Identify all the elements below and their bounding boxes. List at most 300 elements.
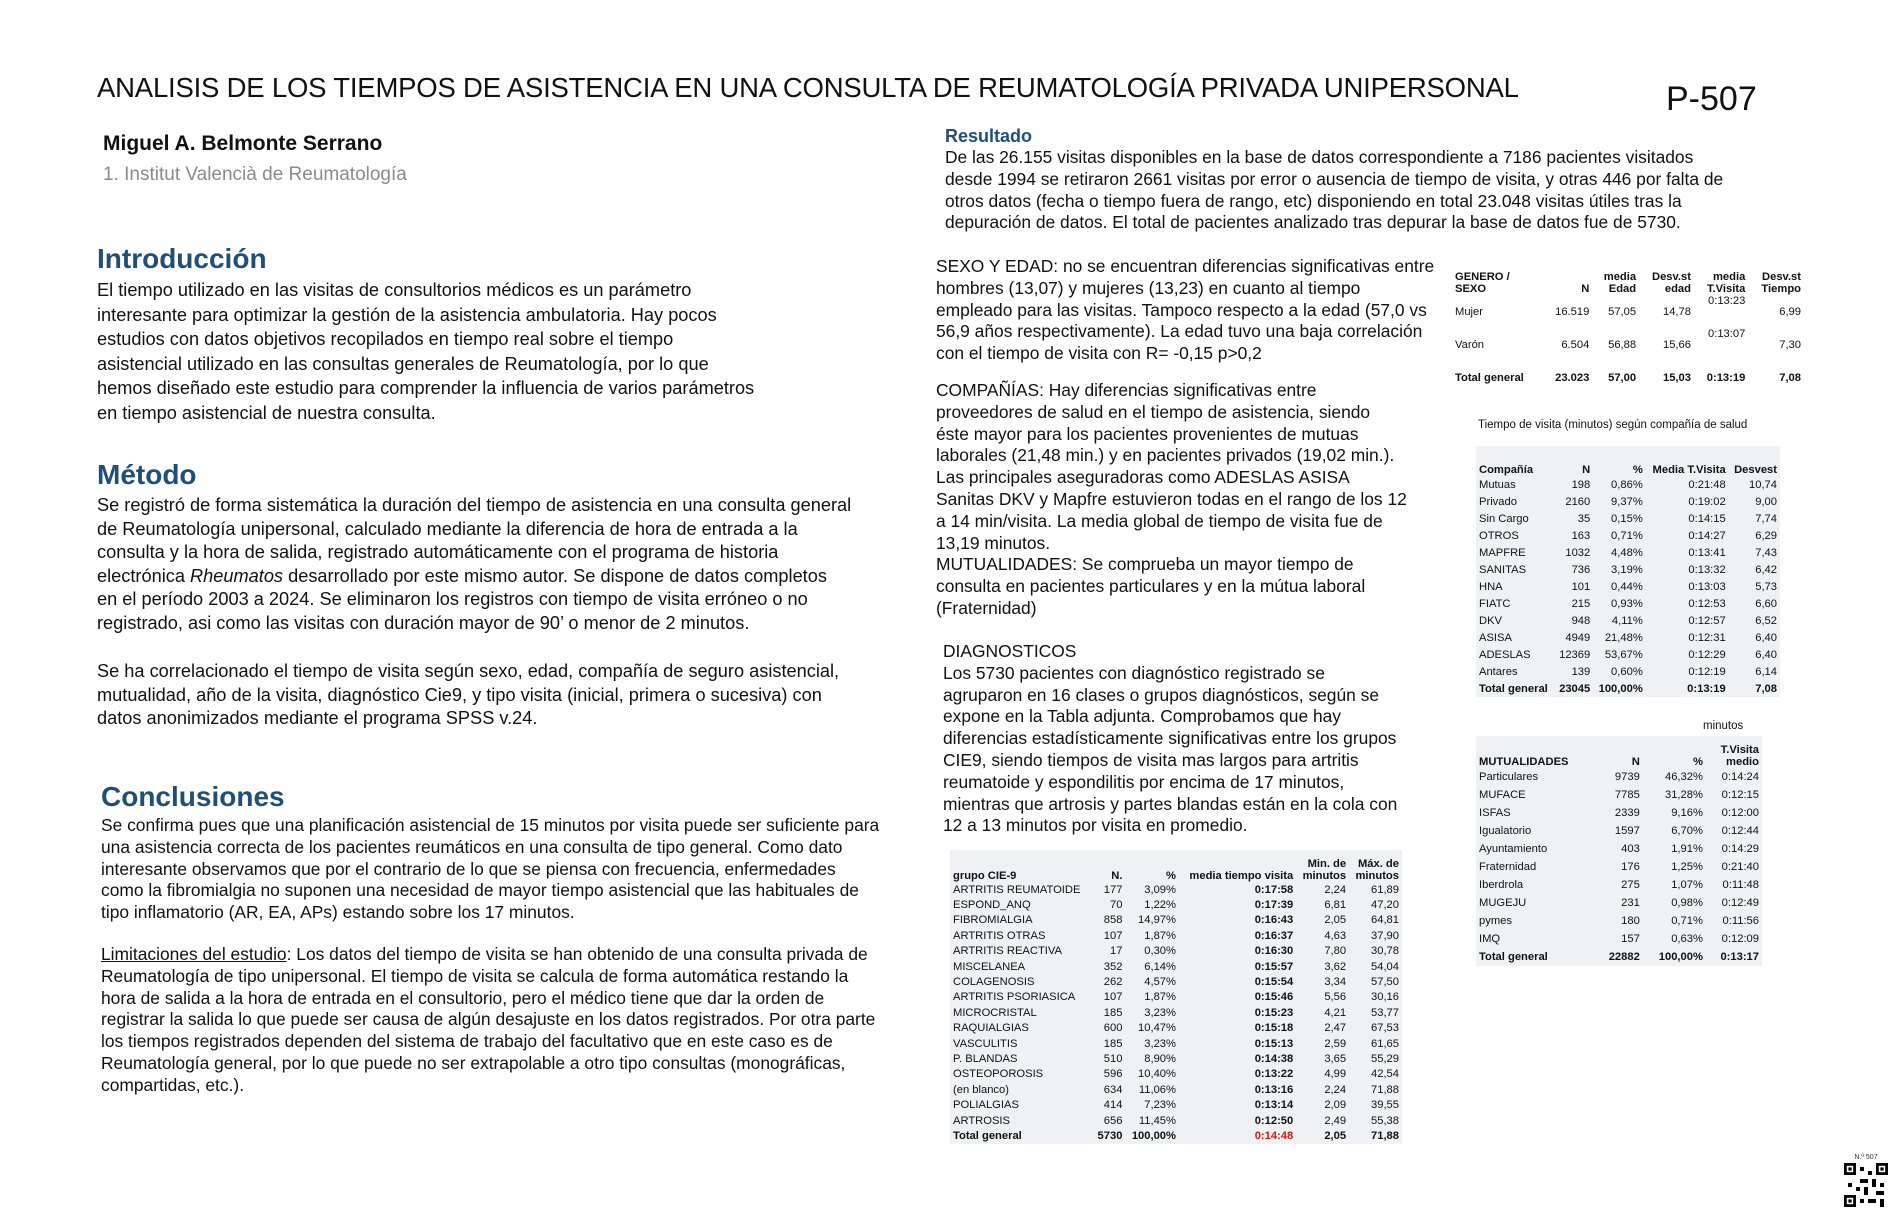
- table-cell: 9,16%: [1671, 807, 1703, 819]
- table-cell: 0:16:43: [1254, 914, 1294, 927]
- table-cell: 0,44%: [1611, 580, 1643, 593]
- table-cell: 30,16: [1371, 991, 1399, 1004]
- table-cell: 0,71%: [1671, 915, 1703, 927]
- table-cell: 0:14:27: [1688, 529, 1726, 542]
- table-total-cell: 0:13:19: [1687, 682, 1726, 695]
- table-cell: 0:12:57: [1688, 614, 1726, 627]
- table-cell: ARTROSIS: [953, 1114, 1010, 1127]
- table-row: [1476, 646, 1780, 663]
- table-cell: 0:15:13: [1254, 1037, 1294, 1050]
- table-cell: 634: [1103, 1083, 1123, 1096]
- table-cell: OTROS: [1479, 529, 1519, 542]
- table-cell: 6,14: [1755, 665, 1777, 678]
- table-total-cell: 100,00%: [1131, 1129, 1176, 1142]
- table-cell: 55,29: [1371, 1052, 1399, 1065]
- table-cell: 61,65: [1371, 1037, 1399, 1050]
- table-cell: 6,40: [1755, 631, 1777, 644]
- table-total-cell: Total general: [953, 1129, 1022, 1142]
- table-cell: 0:13:22: [1254, 1068, 1294, 1081]
- table-cell: 39,55: [1371, 1099, 1399, 1112]
- table-cell: 61,89: [1371, 883, 1399, 896]
- limitaciones-text: [101, 944, 931, 1097]
- table-cell: 0,63%: [1671, 933, 1703, 945]
- table-cell: 0:15:18: [1254, 1022, 1294, 1035]
- table-total-cell: 100,00%: [1658, 951, 1703, 963]
- table-cell: 1,87%: [1144, 929, 1176, 942]
- column-header: T.Visita medio: [1720, 744, 1759, 768]
- table-total-cell: 57,00: [1608, 371, 1637, 384]
- table-cell: 0:12:50: [1254, 1114, 1294, 1127]
- tabla-mutualidades: [1476, 736, 1762, 966]
- table-cell: 0:14:15: [1688, 512, 1726, 525]
- table-cell: 11,06%: [1138, 1083, 1176, 1096]
- table-cell: 35: [1577, 512, 1591, 525]
- table-cell: 3,34: [1324, 976, 1347, 989]
- table-cell: 0:11:56: [1722, 915, 1759, 927]
- introduccion-heading: Introducción: [97, 243, 267, 274]
- table-cell: 0,71%: [1611, 529, 1643, 542]
- table-cell: 0,86%: [1611, 478, 1643, 491]
- column-header: N.: [1111, 870, 1123, 882]
- table-total-cell: 7,08: [1755, 682, 1777, 695]
- metodo-text-b: desarrollado por este mismo autor. Se dispone de datos completos en el período 2003 a 2024. Se eliminaron los registros con tiempo de visita erróneo o no registrado, asi como las visitas con duración mayor de 90’ o menor de 2 minutos.: [97, 565, 827, 633]
- tabla-mutualidades-unit: minutos: [1703, 720, 1744, 732]
- column-header: Desv.st Tiempo: [1761, 271, 1801, 295]
- table-cell: Sin Cargo: [1479, 512, 1529, 525]
- column-header: grupo CIE-9: [953, 870, 1017, 882]
- table-cell: 0:14:38: [1254, 1052, 1294, 1065]
- table-cell: 6,14%: [1144, 960, 1176, 973]
- table-cell: 0:15:54: [1254, 976, 1294, 989]
- table-cell: 180: [1621, 915, 1640, 927]
- table-cell: 7785: [1614, 789, 1640, 801]
- table-cell: 70: [1109, 899, 1123, 912]
- table-cell: 1597: [1614, 825, 1640, 837]
- table-cell: 2,24: [1324, 1083, 1347, 1096]
- qr-icon: [1844, 1163, 1888, 1207]
- table-cell: 3,19%: [1611, 563, 1643, 576]
- column-header: %: [1632, 464, 1643, 476]
- table-cell: HNA: [1479, 580, 1503, 593]
- table-cell: 57,05: [1608, 305, 1637, 318]
- table-row: [950, 990, 1402, 1005]
- table-cell: DKV: [1479, 614, 1503, 627]
- metodo-text-c: Se ha correlacionado el tiempo de visita según sexo, edad, compañía de seguro asistencial, mutualidad, año de la visita, diagnóstico Cie9, y tipo visita (inicial, primera o sucesiva) con datos anonimizados mediante el programa SPSS v.24.: [97, 661, 840, 729]
- table-cell: 17: [1109, 945, 1123, 958]
- table-cell: 55,38: [1371, 1114, 1399, 1127]
- table-header-row: [950, 850, 1402, 882]
- introduccion-text: El tiempo utilizado en las visitas de consultorios médicos es un parámetro interesante para optimizar la gestión de la asistencia ambulatoria. Hay pocos estudios con datos objetivos recopilados en tiempo real sobre el tiempo asistencial utilizado en las consultas generales de Reumatología, por lo que hemos diseñado este estudio para comprender la influencia de varios parámetros en tiempo asistencial de nuestra consulta.: [97, 280, 755, 423]
- table-cell: P. BLANDAS: [953, 1052, 1018, 1065]
- table-cell: 0:13:23: [1708, 295, 1746, 307]
- table-total-cell: 0:14:48: [1254, 1129, 1294, 1142]
- table-row: [1476, 804, 1762, 822]
- table-cell: FIATC: [1479, 597, 1511, 610]
- table-cell: 6,60: [1755, 597, 1777, 610]
- table-row: [1476, 476, 1780, 493]
- table-cell: 0:21:40: [1721, 861, 1759, 873]
- table-cell: (en blanco): [953, 1083, 1009, 1096]
- resultado-text: De las 26.155 visitas disponibles en la base de datos correspondiente a 7186 pacientes visitados desde 1994 se retiraron 2661 visitas por error o ausencia de tiempo de visita, y otras 446 por falta de otros datos (fecha o tiempo fuera de rango, etc) disponiendo en total 23.048 visitas útiles tras la depuración de datos. El total de pacientes analizado tras depurar la base de datos fue de 5730.: [945, 147, 1724, 233]
- table-total-cell: Total general: [1455, 371, 1524, 384]
- table-cell: 185: [1103, 1037, 1123, 1050]
- table-cell: 14,78: [1662, 305, 1691, 318]
- table-row: [950, 1097, 1402, 1112]
- table-header-row: [1452, 261, 1804, 295]
- table-row: [950, 1021, 1402, 1036]
- diagnosticos-text: DIAGNOSTICOS Los 5730 pacientes con diagnóstico registrado se agruparon en 16 clases o grupos diagnósticos, según se expone en la Tabla adjunta. Comprobamos que hay diferencias estadísticamente significativas entre los grupos CIE9, siendo tiempos de visita mas largos para artritis reumatoide y espondilitis por encima de 17 minutos, mientras que artrosis y partes blandas están en la cola con 12 a 13 minutos por visita en promedio.: [943, 641, 1398, 836]
- table-cell: 10,74: [1749, 478, 1777, 491]
- conclusiones-heading: Conclusiones: [101, 781, 285, 812]
- table-total-row: [1476, 948, 1762, 966]
- table-cell: MUFACE: [1479, 789, 1526, 801]
- table-row: [1476, 629, 1780, 646]
- table-cell: 139: [1571, 665, 1591, 678]
- table-cell: 0:13:41: [1688, 546, 1726, 559]
- table-cell: 9739: [1614, 771, 1640, 783]
- poster-title: ANALISIS DE LOS TIEMPOS DE ASISTENCIA EN UNA CONSULTA DE REUMATOLOGÍA PRIVADA UNIPERSONAL: [97, 72, 1519, 103]
- table-cell: Mutuas: [1479, 478, 1516, 491]
- table-cell: 6,42: [1755, 563, 1777, 576]
- column-header: Min. de minutos: [1302, 858, 1347, 882]
- table-cell: 0:12:29: [1688, 648, 1726, 661]
- table-cell: 4,48%: [1611, 546, 1643, 559]
- sexo-edad-text: SEXO Y EDAD: no se encuentran diferencias significativas entre hombres (13,07) y mujeres (13,23) en cuanto al tiempo empleado para las visitas. Tampoco respecto a la edad (57,0 vs 56,9 años respectivamente). La edad tuvo una baja correlación con el tiempo de visita con R= -0,15 p>0,2: [936, 256, 1435, 364]
- table-cell: MISCELANEA: [953, 960, 1026, 973]
- table-cell: 7,23%: [1144, 1099, 1176, 1112]
- table-cell: 6,52: [1755, 614, 1777, 627]
- column-header: %: [1692, 756, 1703, 768]
- table-cell: 1,07%: [1671, 879, 1703, 891]
- table-cell: Fraternidad: [1479, 861, 1537, 873]
- table-cell: 262: [1103, 976, 1123, 989]
- table-cell: 0:13:07: [1708, 328, 1746, 340]
- table-cell: 1,22%: [1144, 899, 1176, 912]
- table-cell: 0:16:30: [1254, 945, 1294, 958]
- table-cell: Iberdrola: [1479, 879, 1524, 891]
- table-cell: 46,32%: [1664, 771, 1703, 783]
- table-row: [950, 1036, 1402, 1051]
- column-header: N: [1631, 756, 1640, 768]
- table-cell: 1,25%: [1671, 861, 1703, 873]
- table-cell: ARTRITIS REUMATOIDE: [953, 883, 1081, 896]
- table-cell: 0:19:02: [1688, 495, 1726, 508]
- table-cell: 0:13:16: [1254, 1083, 1294, 1096]
- table-total-cell: 7,08: [1779, 371, 1801, 384]
- table-cell: 42,54: [1371, 1068, 1399, 1081]
- table-cell: ADESLAS: [1479, 648, 1531, 661]
- table-row: [1476, 510, 1780, 527]
- table-cell: FIBROMIALGIA: [953, 914, 1033, 927]
- table-cell: 8,90%: [1144, 1052, 1176, 1065]
- table-cell: 5,56: [1324, 991, 1347, 1004]
- table-cell: 0:12:19: [1688, 665, 1726, 678]
- limitaciones-label: Limitaciones del estudio: [101, 944, 287, 964]
- column-header: Desv.st edad: [1651, 271, 1691, 295]
- metodo-heading: Método: [97, 459, 197, 490]
- table-cell: 0,60%: [1611, 665, 1643, 678]
- table-total-cell: 2,05: [1324, 1129, 1347, 1142]
- table-cell: 0,30%: [1144, 945, 1176, 958]
- table-total-cell: 71,88: [1371, 1129, 1399, 1142]
- table-cell: 37,90: [1371, 929, 1399, 942]
- table-cell: 0:13:14: [1254, 1099, 1294, 1112]
- table-row: [1476, 663, 1780, 680]
- table-cell: ARTRITIS PSORIASICA: [953, 991, 1076, 1004]
- table-cell: 185: [1103, 1006, 1123, 1019]
- table-row: [1476, 578, 1780, 595]
- table-cell: POLIALGIAS: [953, 1099, 1019, 1112]
- column-header: media T.Visita: [1706, 271, 1746, 295]
- table-cell: 858: [1103, 914, 1123, 927]
- table-cell: 21,48%: [1604, 631, 1643, 644]
- table-cell: MUGEJU: [1479, 897, 1527, 909]
- table-cell: 0:15:57: [1254, 960, 1294, 973]
- table-row: [1476, 894, 1762, 912]
- table-cell: 0:11:48: [1722, 879, 1759, 891]
- table-row: [1476, 768, 1762, 786]
- table-cell: 30,78: [1371, 945, 1399, 958]
- table-row: [950, 882, 1402, 897]
- companias-text: COMPAÑÍAS: Hay diferencias significativas entre proveedores de salud en el tiempo de asistencia, siendo éste mayor para los pacientes provenientes de mutuas laborales (21,48 min.) y en pacientes privados (19,02 min.). Las principales aseguradoras como ADESLAS ASISA Sanitas DKV y Mapfre estuvieron todas en el rango de los 12 a 14 min/visita. La media global de tiempo de visita fue de 13,19 minutos. MUTUALIDADES: Se comprueba un mayor tiempo de consulta en pacientes particulares y en la mútua laboral (Fraternidad): [936, 380, 1407, 618]
- table-cell: 0:16:37: [1254, 929, 1294, 942]
- tabla-sexo: [1452, 261, 1804, 394]
- table-cell: 0:12:44: [1721, 825, 1759, 837]
- table-total-cell: 0:13:17: [1720, 951, 1759, 963]
- table-cell: 0:21:48: [1688, 478, 1726, 491]
- table-total-cell: 22882: [1608, 951, 1640, 963]
- table-cell: 3,65: [1324, 1052, 1347, 1065]
- table-cell: ASISA: [1479, 631, 1512, 644]
- column-header: %: [1166, 870, 1176, 882]
- table-cell: 4,63: [1324, 929, 1347, 942]
- table-total-row: [950, 1128, 1402, 1143]
- table-cell: 67,53: [1371, 1022, 1399, 1035]
- table-cell: 0:15:23: [1254, 1006, 1294, 1019]
- table-cell: 0:14:24: [1721, 771, 1759, 783]
- table-cell: COLAGENOSIS: [953, 976, 1035, 989]
- table-cell: 6,40: [1755, 648, 1777, 661]
- table-cell: 596: [1103, 1068, 1123, 1081]
- column-header: N: [1581, 283, 1590, 295]
- table-cell: 6,29: [1755, 529, 1777, 542]
- table-cell: 10,40%: [1138, 1068, 1176, 1081]
- table-cell: 4,21: [1324, 1006, 1347, 1019]
- table-total-cell: Total general: [1479, 951, 1548, 963]
- table-cell: 4,11%: [1611, 614, 1643, 627]
- table-cell: 7,80: [1324, 945, 1347, 958]
- qr-code[interactable]: [1842, 1154, 1890, 1216]
- table-total-cell: 23045: [1559, 682, 1591, 695]
- author-name: Miguel A. Belmonte Serrano: [103, 132, 383, 155]
- table-cell: 101: [1571, 580, 1591, 593]
- table-cell: 0:12:09: [1721, 933, 1759, 945]
- table-cell: Ayuntamiento: [1479, 843, 1548, 855]
- table-total-cell: Total general: [1479, 682, 1548, 695]
- table-cell: 656: [1103, 1114, 1123, 1127]
- table-cell: 0,98%: [1671, 897, 1703, 909]
- table-cell: 198: [1571, 478, 1591, 491]
- table-cell: 7,30: [1779, 338, 1801, 351]
- table-cell: 4,99: [1324, 1068, 1347, 1081]
- table-cell: 600: [1103, 1022, 1123, 1035]
- table-row: [950, 913, 1402, 928]
- table-row: [1452, 295, 1804, 328]
- table-cell: 53,77: [1371, 1006, 1399, 1019]
- resultado-heading: Resultado: [945, 126, 1033, 146]
- table-header-row: [1476, 446, 1780, 476]
- table-cell: 2,59: [1324, 1037, 1347, 1050]
- column-header: Desvest: [1734, 464, 1777, 476]
- table-cell: 7,74: [1755, 512, 1777, 525]
- table-row: [950, 959, 1402, 974]
- table-cell: pymes: [1479, 915, 1512, 927]
- table-cell: 11,45%: [1138, 1114, 1176, 1127]
- table-cell: 414: [1103, 1099, 1123, 1112]
- table-cell: 0,93%: [1611, 597, 1643, 610]
- table-cell: RAQUIALGIAS: [953, 1022, 1029, 1035]
- table-cell: 0:15:46: [1254, 991, 1294, 1004]
- table-cell: Particulares: [1479, 771, 1539, 783]
- metodo-text: [97, 494, 927, 636]
- author-affiliation: 1. Institut Valencià de Reumatología: [103, 164, 407, 185]
- qr-label: N.º 507: [1854, 1154, 1878, 1161]
- table-cell: 5,73: [1755, 580, 1777, 593]
- table-cell: Varón: [1455, 338, 1485, 351]
- column-header: Máx. de minutos: [1355, 858, 1399, 882]
- table-row: [1476, 527, 1780, 544]
- table-cell: 352: [1103, 960, 1123, 973]
- column-header: Compañía: [1479, 464, 1534, 476]
- table-cell: Igualatorio: [1479, 825, 1532, 837]
- table-cell: 0:13:32: [1688, 563, 1726, 576]
- table-cell: 2,49: [1324, 1114, 1347, 1127]
- table-cell: 6,70%: [1671, 825, 1703, 837]
- table-cell: 64,81: [1371, 914, 1399, 927]
- poster-number: P-507: [1666, 80, 1757, 118]
- table-cell: 107: [1103, 929, 1123, 942]
- table-cell: 2160: [1565, 495, 1591, 508]
- table-cell: 2,47: [1324, 1022, 1347, 1035]
- table-cell: MICROCRISTAL: [953, 1006, 1037, 1019]
- table-cell: 0:14:29: [1721, 843, 1759, 855]
- tabla-compania: [1476, 446, 1780, 697]
- table-row: [1476, 876, 1762, 894]
- table-cell: 0:12:49: [1721, 897, 1759, 909]
- table-cell: 6,81: [1324, 899, 1347, 912]
- table-cell: ESPOND_ANQ: [953, 899, 1031, 912]
- table-total-cell: 100,00%: [1598, 682, 1643, 695]
- table-cell: 0,15%: [1611, 512, 1643, 525]
- table-cell: 3,62: [1324, 960, 1347, 973]
- table-total-row: [1476, 680, 1780, 697]
- table-cell: 6,99: [1779, 305, 1801, 318]
- table-cell: 177: [1103, 883, 1123, 896]
- table-cell: 1,87%: [1144, 991, 1176, 1004]
- table-cell: 7,43: [1755, 546, 1777, 559]
- column-header: Media T.Visita: [1652, 464, 1726, 476]
- metodo-text-a: Se registró de forma sistemática la duración del tiempo de asistencia en una consulta general de Reumatología unipersonal, calculado mediante la diferencia de hora de entrada a la consulta y la hora de salida, registrado automáticamente con el programa de historia electrónica: [97, 495, 852, 586]
- table-cell: 736: [1571, 563, 1591, 576]
- table-cell: 176: [1621, 861, 1640, 873]
- table-cell: 107: [1103, 991, 1123, 1004]
- table-total-cell: 5730: [1097, 1129, 1123, 1142]
- table-cell: 0:13:03: [1688, 580, 1726, 593]
- table-cell: 3,09%: [1144, 883, 1176, 896]
- table-cell: 403: [1621, 843, 1640, 855]
- table-row: [1452, 328, 1804, 361]
- table-row: [950, 944, 1402, 959]
- table-cell: 0:12:31: [1688, 631, 1726, 644]
- table-cell: 1,91%: [1671, 843, 1703, 855]
- table-row: [1476, 544, 1780, 561]
- table-cell: 15,66: [1662, 338, 1691, 351]
- table-cell: 71,88: [1371, 1083, 1399, 1096]
- table-total-row: [1452, 361, 1804, 394]
- table-cell: 47,20: [1371, 899, 1399, 912]
- table-row: [950, 1113, 1402, 1128]
- table-cell: 157: [1621, 933, 1640, 945]
- table-cell: 0:12:00: [1721, 807, 1759, 819]
- table-cell: 14,97%: [1138, 914, 1176, 927]
- limitaciones-body: : Los datos del tiempo de visita se han obtenido de una consulta privada de Reumatología de tipo unipersonal. El tiempo de visita se calcula de forma automática restando la hora de salida a la hora de entrada en el consultorio, pero el médico tiene que dar la orden de registrar la salida lo que puede ser causa de algún desajuste en los datos registrados. Por otra parte los tiempos registrados dependen del sistema de trabajo del facultativo que en este caso es de Reumatología general, por lo que puede no ser extrapolable a otro tipo consultas (monográficas, compartidas, etc.).: [101, 944, 876, 1095]
- tabla-cie9: [950, 850, 1402, 1144]
- table-cell: 31,28%: [1664, 789, 1703, 801]
- conclusiones-text: Se confirma pues que una planificación asistencial de 15 minutos por visita puede ser suficiente para una asistencia correcta de los pacientes reumáticos en una consulta de tipo general. Como dato interesante observamos que por el contrario de lo que se piensa con frecuencia, enfermedades como la fibromialgia no suponen una necesidad de mayor tiempo asistencial que las habituales de tipo inflamatorio (AR, EA, APs) estando sobre los 17 minutos.: [101, 815, 880, 923]
- table-cell: 57,50: [1371, 976, 1399, 989]
- table-total-cell: 15,03: [1662, 371, 1691, 384]
- table-row: [1476, 786, 1762, 804]
- table-cell: ARTRITIS OTRAS: [953, 929, 1046, 942]
- table-row: [1476, 561, 1780, 578]
- table-cell: 2,05: [1324, 914, 1347, 927]
- table-total-cell: 0:13:19: [1706, 371, 1746, 384]
- table-row: [950, 897, 1402, 912]
- table-cell: 948: [1571, 614, 1591, 627]
- table-cell: 0:17:39: [1254, 899, 1294, 912]
- table-row: [950, 928, 1402, 943]
- table-cell: 3,23%: [1144, 1037, 1176, 1050]
- table-row: [950, 1005, 1402, 1020]
- tabla-compania-caption: Tiempo de visita (minutos) según compañía de salud: [1478, 419, 1748, 431]
- table-cell: 9,37%: [1611, 495, 1643, 508]
- table-cell: 2,24: [1324, 883, 1347, 896]
- table-total-cell: 23.023: [1555, 371, 1590, 384]
- table-row: [1476, 930, 1762, 948]
- metodo-text-italic: Rheumatos: [190, 565, 284, 586]
- table-cell: Mujer: [1455, 305, 1483, 318]
- table-cell: 6.504: [1561, 338, 1590, 351]
- table-cell: 12369: [1559, 648, 1591, 661]
- table-row: [1476, 912, 1762, 930]
- table-cell: 510: [1103, 1052, 1123, 1065]
- column-header: N: [1582, 464, 1591, 476]
- table-cell: 3,23%: [1144, 1006, 1176, 1019]
- table-cell: 1032: [1565, 546, 1591, 559]
- column-header: GENERO / SEXO: [1455, 271, 1510, 295]
- table-cell: 231: [1621, 897, 1640, 909]
- table-row: [950, 1051, 1402, 1066]
- table-cell: 56,88: [1608, 338, 1637, 351]
- table-cell: 0:17:58: [1254, 883, 1294, 896]
- table-cell: 163: [1571, 529, 1591, 542]
- table-cell: 4,57%: [1144, 976, 1176, 989]
- table-row: [1476, 612, 1780, 629]
- table-cell: 10,47%: [1138, 1022, 1176, 1035]
- table-cell: 53,67%: [1604, 648, 1643, 661]
- table-row: [950, 1082, 1402, 1097]
- column-header: MUTUALIDADES: [1479, 756, 1569, 768]
